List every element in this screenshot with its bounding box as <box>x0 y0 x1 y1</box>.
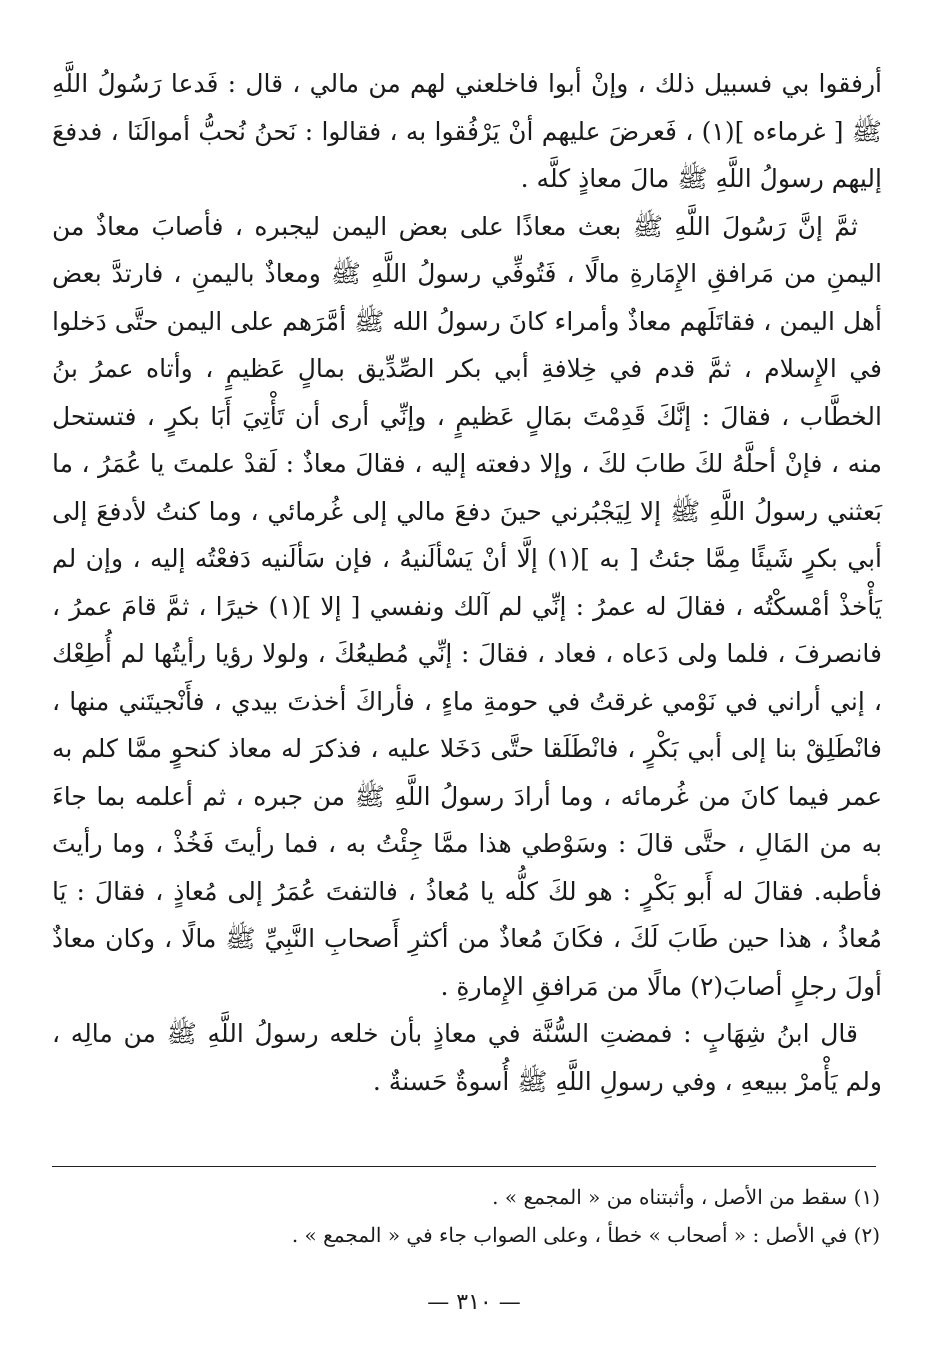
footnotes <box>80 1178 880 1254</box>
paragraph-2: ثمَّ إنَّ رَسُولَ اللَّهِ ﷺ بعث معاذًا على بعض اليمن ليجبره ، فأصابَ معاذٌ من اليمنِ من مَرافقِ الإِمَارةِ مالًا ، فَتُوفِّي رسولُ اللَّهِ ﷺ ومعاذٌ باليمنِ ، فارتدَّ بعض أهل اليمن ، فقاتَلَهم معاذٌ وأمراء كانَ رسولُ الله ﷺ أمَّرَهم على اليمن حتَّى دَخلوا في الإِسلام ، ثمَّ قدم في خِلافةِ أبي بكر الصِّدِّيق بمالٍ عَظيمٍ ، وأتاه عمرُ بنُ الخطَّاب ، فقالَ : إنَّكَ قَدِمْتَ بمَالٍ عَظيمٍ ، وإنِّي أرى أن تَأْتِيَ أَبَا بكرٍ ، فتستحل منه ، فإنْ أحلَّهُ لكَ طابَ لكَ ، وإلا دفعته إليه ، فقالَ معاذٌ : لَقدْ علمتَ يا عُمَرُ ، ما بَعثني رسولُ اللَّهِ ﷺ إلا لِيَجْبُرني حينَ دفعَ مالي إلى غُرمائي ، وما كنتُ لأدفعَ إلى أبي بكرٍ شَيئًا مِمَّا جئتُ [ به ](١) إلَّا أنْ يَسْألَنيهُ ، فإن سَألَنيه دَفعْتُه إليه ، وإن لم يَأْخذْ أمْسكْتُه ، فقالَ له عمرُ : إنِّي لم آلك ونفسي [ إلا ](١) خيرًا ، ثمَّ قامَ عمرُ ، فانصرفَ ، فلما ولى دَعاه ، فعاد ، فقالَ : إنِّي مُطيعُكَ ، ولولا رؤيا رأيتُها لم أُطِعْك ، إني أراني في نَوْمي غرقتُ في حومةِ ماءٍ ، فأراكَ أخذتَ بيدي ، فأَنْجيتَني منها ، فانْطَلِقْ بنا إلى أبي بَكْرٍ ، فانْطَلَقا حتَّى دَخَلا عليه ، فذكرَ له معاذ كنحوٍ ممَّا كلم به عمر فيما كانَ من غُرمائه ، وما أرادَ رسولُ اللَّهِ ﷺ من جبره ، ثم أعلمه بما جاءَ به من المَالِ ، حتَّى قالَ : وسَوْطي هذا ممَّا جِئْتُ به ، فما رأيتَ فَخُذْ ، وما رأيتَ فأطبه. فقالَ له أَبو بَكْرٍ : هو لكَ كلُّه يا مُعاذُ ، فالتفتَ عُمَرُ إلى مُعاذٍ ، فقالَ : يَا مُعاذُ ، هذا حين طَابَ لَكَ ، فكَانَ مُعاذٌ من أكثرِ أَصحابِ النَّبِيِّ ﷺ مالًا ، وكان معاذٌ أولَ رجلٍ أصابَ(٢) مالًا من مَرافقِ الإِمارةِ . <box>52 211 882 1001</box>
main-text <box>52 60 882 1105</box>
footnote-2: (٢) في الأصل : « أصحاب » خطأ ، وعلى الصواب جاء في « المجمع » . <box>291 1223 880 1247</box>
footnote-divider <box>52 1166 876 1167</box>
page-number: — ٣١٠ — <box>427 1290 521 1315</box>
footnote-1: (١) سقط من الأصل ، وأثبتناه من « المجمع » . <box>492 1185 880 1209</box>
paragraph-1: أرفقوا بي فسبيل ذلك ، وإنْ أبوا فاخلعني لهم من مالي ، قال : فَدعا رَسُولُ اللَّهِ ﷺ [ غرماءه ](١) ، فَعرضَ عليهم أنْ يَرْفُقوا به ، فقالوا : نَحنُ نُحبُّ أموالَنَا ، فدفعَ إليهم رسولُ اللَّهِ ﷺ مالَ معاذٍ كلَّه . <box>52 69 883 193</box>
paragraph-3: قال ابنُ شِهَابٍ : فمضتِ السُّنَّة في معاذٍ بأن خلعه رسولُ اللَّهِ ﷺ من مالِه ، ولم يَأْمرْ ببيعهِ ، وفي رسولِ اللَّهِ ﷺ أُسوةٌ حَسنةٌ . <box>52 1019 882 1096</box>
page-body <box>52 60 882 1105</box>
